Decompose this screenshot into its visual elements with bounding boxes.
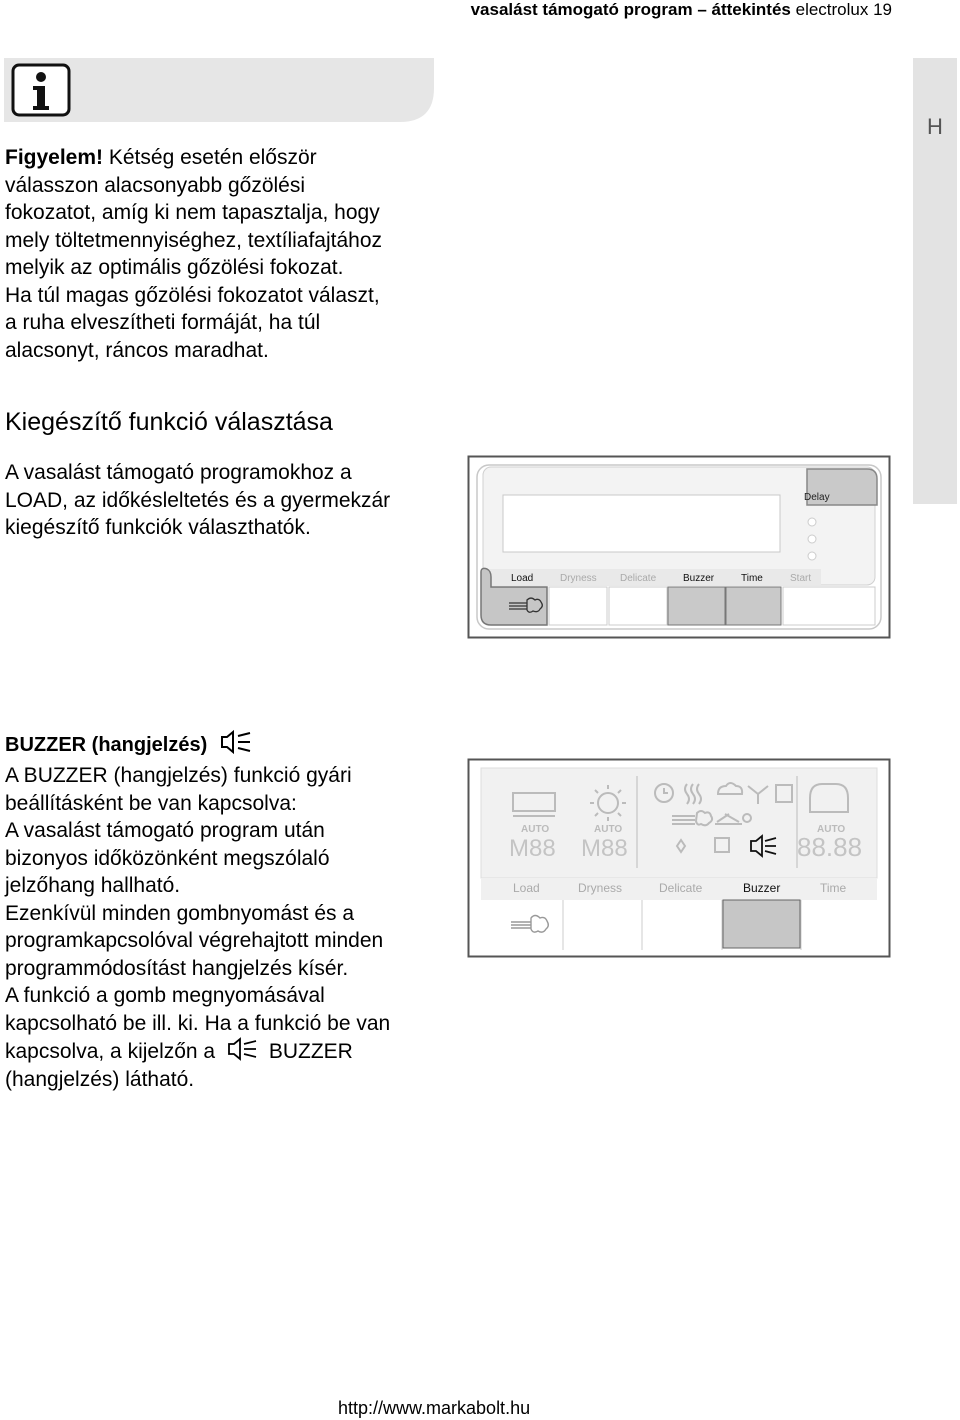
auto-label-2: AUTO bbox=[594, 824, 623, 835]
panel1-btn-start-label: Start bbox=[790, 573, 812, 584]
note-line: alacsonyt, ráncos maradhat. bbox=[5, 338, 269, 362]
note-line: melyik az optimális gőzölési fokozat. bbox=[5, 256, 344, 279]
panel1-btn-load-label: Load bbox=[511, 573, 534, 584]
auto-label-3: AUTO bbox=[817, 824, 846, 835]
panel2-btn-dryness-label: Dryness bbox=[578, 881, 623, 895]
panel2-btn-time-label: Time bbox=[820, 881, 847, 895]
note-line: a ruha elveszítheti formáját, ha túl bbox=[5, 311, 321, 334]
section-heading-extra-function: Kiegészítő funkció választása bbox=[5, 408, 333, 436]
buzzer-line: bizonyos időközönként megszólaló bbox=[5, 846, 330, 870]
panel2-buzzer-button[interactable] bbox=[723, 900, 800, 948]
info-bar bbox=[4, 58, 434, 122]
note-line: Kétség esetén először bbox=[103, 146, 317, 169]
buzzer-display-illustration bbox=[467, 758, 891, 958]
buzzer-line: (hangjelzés) látható. bbox=[5, 1067, 195, 1091]
buzzer-line: BUZZER bbox=[268, 1040, 353, 1063]
panel2-btn-load-label: Load bbox=[513, 881, 540, 895]
note-line: mely töltetmennyiséghez, textíliafajtához bbox=[5, 228, 383, 252]
panel2-btn-delicate-label: Delicate bbox=[659, 881, 703, 895]
note-line: fokozatot, amíg ki nem tapasztalja, hogy bbox=[5, 201, 380, 224]
header-page: electrolux 19 bbox=[795, 0, 892, 19]
language-tab bbox=[913, 58, 957, 504]
delay-label: Delay bbox=[804, 492, 830, 503]
buzzer-line: programkapcsolóval végrehajtott minden bbox=[5, 929, 384, 952]
page-header bbox=[471, 0, 892, 20]
panel2-btn-buzzer-label: Buzzer bbox=[743, 881, 781, 895]
buzzer-heading-text: BUZZER (hangjelzés) bbox=[5, 734, 208, 756]
panel1-btn-buzzer-label: Buzzer bbox=[683, 573, 715, 584]
buzzer-line: A BUZZER (hangjelzés) funkció gyári bbox=[5, 764, 352, 787]
note-text bbox=[5, 144, 445, 364]
buzzer-line: beállításként be van kapcsolva: bbox=[5, 791, 297, 815]
buzzer-line: kapcsolva, a kijelzőn a bbox=[5, 1040, 216, 1063]
buzzer-line: A funkció a gomb megnyomásával bbox=[5, 984, 325, 1007]
section1-text bbox=[5, 459, 455, 542]
section1-line: A vasalást támogató programokhoz a bbox=[5, 461, 352, 484]
control-panel-illustration bbox=[467, 455, 891, 639]
panel1-buzzer-button[interactable] bbox=[668, 587, 725, 625]
panel1-time-button[interactable] bbox=[726, 587, 781, 625]
note-line: Ha túl magas gőzölési fokozatot választ, bbox=[5, 283, 380, 307]
auto-label-1: AUTO bbox=[521, 824, 550, 835]
buzzer-icon bbox=[219, 729, 253, 755]
buzzer-line: programmódosítást hangjelzés kísér. bbox=[5, 956, 349, 980]
panel1-btn-time-label: Time bbox=[741, 573, 763, 584]
buzzer-line: A vasalást támogató program után bbox=[5, 819, 325, 842]
note-line: válasszon alacsonyabb gőzölési bbox=[5, 173, 306, 197]
buzzer-line: kapcsolható be ill. ki. Ha a funkció be van bbox=[5, 1011, 391, 1035]
buzzer-text bbox=[5, 762, 445, 1093]
footer-url: http://www.markabolt.hu bbox=[338, 1398, 531, 1418]
buzzer-inline-icon bbox=[225, 1037, 259, 1061]
info-icon bbox=[13, 65, 69, 115]
svg-text:M88: M88 bbox=[509, 835, 556, 862]
time-display: 88.88 bbox=[797, 832, 863, 862]
header-title: vasalást támogató program – áttekintés bbox=[470, 0, 791, 19]
buzzer-line: jelzőhang hallható. bbox=[5, 874, 181, 897]
section1-line: LOAD, az időkésleltetés és a gyermekzár bbox=[5, 488, 391, 512]
language-tab-letter: H bbox=[927, 114, 943, 139]
panel1-btn-dryness-label: Dryness bbox=[560, 573, 597, 584]
svg-text:M88: M88 bbox=[581, 835, 628, 862]
note-label: Figyelem! bbox=[5, 146, 104, 169]
panel1-btn-delicate-label: Delicate bbox=[620, 573, 657, 584]
buzzer-line: Ezenkívül minden gombnyomást és a bbox=[5, 901, 355, 925]
section1-line: kiegészítő funkciók választhatók. bbox=[5, 516, 311, 539]
section-heading-buzzer bbox=[5, 729, 253, 757]
